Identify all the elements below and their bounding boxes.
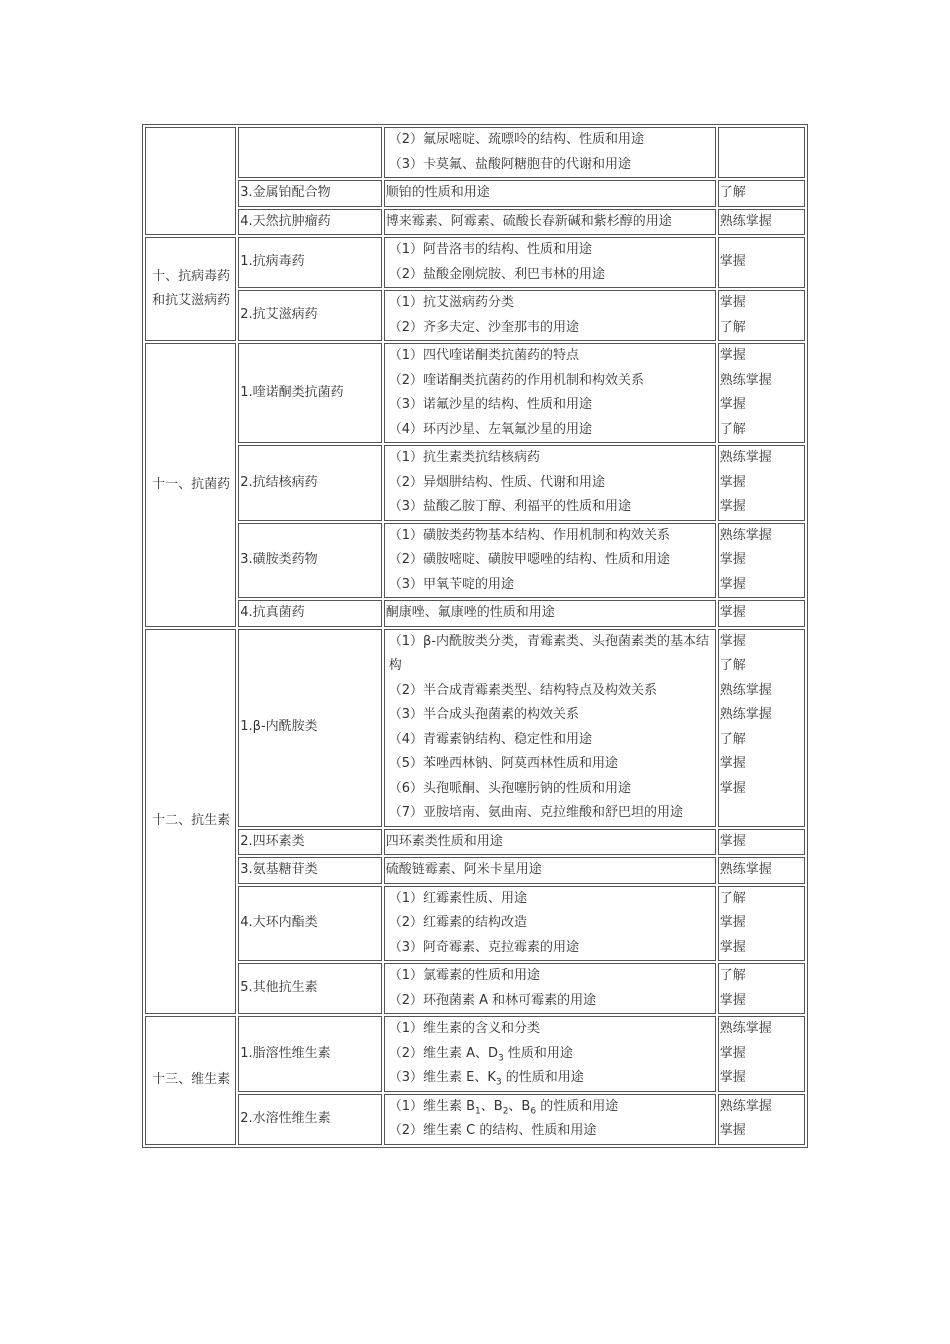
level-text: 掌握	[719, 474, 746, 490]
level-text: 熟练掌握	[719, 1098, 772, 1114]
level-cell	[718, 1094, 805, 1145]
points-cell	[384, 445, 716, 521]
level-text: 掌握	[719, 756, 746, 771]
points-cell	[384, 1094, 716, 1145]
unit-cell	[238, 857, 381, 884]
unit-text: 2.四环素类	[240, 833, 305, 849]
level-text: 熟练掌握	[719, 707, 772, 722]
points-cell	[384, 1016, 716, 1092]
table-row	[145, 829, 805, 856]
points-cell	[384, 180, 716, 207]
level-text: 熟练掌握	[719, 450, 772, 465]
unit-text: 4.天然抗肿瘤药	[240, 213, 331, 229]
point-text: （1）氯霉素的性质和用途	[388, 968, 540, 983]
level-cell	[718, 290, 805, 341]
unit-text: 4.抗真菌药	[240, 605, 305, 620]
table-row	[145, 180, 805, 207]
category-text: 十一、抗菌药	[152, 476, 231, 492]
level-cell	[718, 886, 805, 962]
point-text: （2）环孢菌素 A 和林可霉素的用途	[388, 992, 597, 1008]
points-cell	[384, 290, 716, 341]
table-row	[145, 523, 805, 599]
level-cell	[718, 857, 805, 884]
point-text: （3）维生素 E、$K_3$ 的性质和用途	[388, 1070, 584, 1088]
level-text: 掌握	[719, 397, 746, 412]
point-text: （2）喹诺酮类抗菌药的作用机制和构效关系	[388, 372, 644, 388]
unit-cell	[238, 523, 381, 599]
points-cell	[384, 600, 716, 627]
level-cell	[718, 180, 805, 207]
point-text: （3）盐酸乙胺丁醇、利福平的性质和用途	[388, 499, 631, 514]
unit-cell	[238, 600, 381, 627]
level-text: 了解	[719, 658, 746, 673]
level-text: 熟练掌握	[719, 1021, 772, 1036]
unit-text: 2.水溶性维生素	[240, 1110, 331, 1126]
level-cell	[718, 829, 805, 856]
point-text: （1）维生素 $B_1$、$B_2$、$B_6$ 的性质和用途	[388, 1098, 619, 1117]
unit-cell	[238, 1016, 381, 1092]
level-text: 掌握	[719, 939, 746, 955]
points-cell	[384, 127, 716, 178]
point-text: （2）维生素 C 的结构、性质和用途	[388, 1123, 597, 1138]
level-text: 掌握	[719, 1070, 746, 1085]
level-text: 熟练掌握	[719, 682, 772, 698]
category-cell	[145, 237, 236, 341]
point-text: 博来霉素、阿霉素、硫酸长春新碱和紫杉醇的用途	[385, 213, 672, 229]
point-text: （7）亚胺培南、氨曲南、克拉维酸和舒巴坦的用途	[388, 805, 683, 820]
table-row	[145, 1094, 805, 1145]
level-text: 了解	[719, 731, 746, 747]
point-text: （1）四代喹诺酮类抗菌药的特点	[388, 348, 579, 363]
point-text: （1）阿昔洛韦的结构、性质和用途	[388, 242, 592, 257]
table-row	[145, 600, 805, 627]
level-cell	[718, 963, 805, 1014]
level-cell	[718, 1016, 805, 1092]
level-text: 了解	[719, 968, 746, 983]
level-text: 了解	[719, 890, 746, 906]
unit-cell	[238, 1094, 381, 1145]
level-text: 掌握	[719, 499, 746, 514]
point-text: （2）维生素 A、$D_3$ 性质和用途	[388, 1045, 573, 1064]
level-text: 掌握	[719, 915, 746, 930]
point-text: 顺铂的性质和用途	[385, 185, 490, 200]
level-text: 掌握	[719, 633, 746, 649]
syllabus-table	[142, 124, 808, 1148]
unit-text: 4.大环内酯类	[240, 915, 318, 930]
level-cell	[718, 237, 805, 288]
unit-cell	[238, 343, 381, 443]
point-text: （1）抗生素类抗结核病药	[388, 450, 540, 465]
level-text: 熟练掌握	[719, 527, 772, 543]
level-text: 了解	[719, 185, 746, 200]
point-text: 酮康唑、氟康唑的性质和用途	[385, 605, 555, 620]
level-text: 熟练掌握	[719, 372, 772, 388]
table-row	[145, 886, 805, 962]
level-text: 熟练掌握	[719, 862, 772, 877]
points-cell	[384, 829, 716, 856]
unit-cell	[238, 290, 381, 341]
points-cell	[384, 237, 716, 288]
level-text: 掌握	[719, 295, 746, 310]
unit-cell	[238, 629, 381, 827]
category-cell	[145, 343, 236, 627]
point-text: （5）苯唑西林钠、阿莫西林性质和用途	[388, 756, 618, 771]
table-row	[145, 445, 805, 521]
level-cell	[718, 343, 805, 443]
point-text: （3）卡莫氟、盐酸阿糖胞苷的代谢和用途	[388, 156, 631, 172]
points-cell	[384, 886, 716, 962]
points-cell	[384, 963, 716, 1014]
table-row	[145, 237, 805, 288]
unit-text: 1.β-内酰胺类	[240, 719, 318, 735]
point-text: （1）β-内酰胺类分类，青霉素类、头孢菌素类的基本结构	[388, 633, 709, 673]
unit-text: 1.喹诺酮类抗菌药	[240, 384, 344, 400]
point-text: （1）抗艾滋病药分类	[388, 295, 514, 310]
unit-text: 3.金属铂配合物	[240, 185, 331, 200]
points-cell	[384, 523, 716, 599]
level-text: 掌握	[719, 1045, 746, 1061]
unit-text: 2.抗艾滋病药	[240, 307, 318, 323]
point-text: （4）环丙沙星、左氧氟沙星的用途	[388, 421, 592, 437]
level-text: 了解	[719, 319, 746, 335]
unit-text: 1.抗病毒药	[240, 254, 305, 270]
point-text: 硫酸链霉素、阿米卡星用途	[385, 862, 542, 877]
level-text: 掌握	[719, 348, 746, 363]
table-row	[145, 290, 805, 341]
unit-text: 3.磺胺类药物	[240, 552, 318, 567]
table-row	[145, 1016, 805, 1092]
unit-cell	[238, 127, 381, 178]
unit-cell	[238, 963, 381, 1014]
points-cell	[384, 857, 716, 884]
unit-text: 1.脂溶性维生素	[240, 1045, 331, 1061]
points-cell	[384, 629, 716, 827]
point-text: 四环素类性质和用途	[385, 833, 503, 849]
level-cell	[718, 209, 805, 236]
level-text: 掌握	[719, 605, 746, 620]
point-text: （2）氟尿嘧啶、巯嘌呤的结构、性质和用途	[388, 132, 644, 147]
point-text: （3）诺氟沙星的结构、性质和用途	[388, 397, 592, 412]
level-text: 了解	[719, 421, 746, 437]
point-text: （3）半合成头孢菌素的构效关系	[388, 707, 579, 722]
level-cell	[718, 600, 805, 627]
unit-cell	[238, 886, 381, 962]
point-text: （2）磺胺嘧啶、磺胺甲噁唑的结构、性质和用途	[388, 552, 670, 567]
point-text: （1）磺胺类药物基本结构、作用机制和构效关系	[388, 527, 670, 543]
points-cell	[384, 343, 716, 443]
level-text: 掌握	[719, 833, 746, 849]
point-text: （2）盐酸金刚烷胺、利巴韦林的用途	[388, 266, 605, 282]
point-text: （2）半合成青霉素类型、结构特点及构效关系	[388, 682, 657, 698]
unit-cell	[238, 445, 381, 521]
level-cell	[718, 127, 805, 178]
unit-text: 2.抗结核病药	[240, 474, 318, 490]
level-cell	[718, 445, 805, 521]
point-text: （4）青霉素钠结构、稳定性和用途	[388, 731, 592, 747]
category-text: 十、抗病毒药和抗艾滋病药	[152, 268, 231, 308]
level-text: 掌握	[719, 1123, 746, 1138]
level-cell	[718, 523, 805, 599]
unit-cell	[238, 829, 381, 856]
table-row	[145, 963, 805, 1014]
unit-cell	[238, 237, 381, 288]
level-text: 掌握	[719, 992, 746, 1008]
point-text: （3）阿奇霉素、克拉霉素的用途	[388, 939, 579, 955]
level-text: 掌握	[719, 780, 746, 796]
point-text: （1）红霉素性质、用途	[388, 890, 527, 906]
table-row	[145, 629, 805, 827]
point-text: （6）头孢哌酮、头孢噻肟钠的性质和用途	[388, 780, 631, 796]
unit-text: 3.氨基糖苷类	[240, 862, 318, 877]
level-text: 掌握	[719, 576, 746, 592]
table-row	[145, 857, 805, 884]
table-row	[145, 209, 805, 236]
level-text: 掌握	[719, 254, 746, 270]
points-cell	[384, 209, 716, 236]
point-text: （3）甲氧苄啶的用途	[388, 576, 514, 592]
level-text: 掌握	[719, 552, 746, 567]
table-row	[145, 343, 805, 443]
point-text: （1）维生素的含义和分类	[388, 1021, 540, 1036]
point-text: （2）异烟肼结构、性质、代谢和用途	[388, 474, 605, 490]
level-cell	[718, 629, 805, 827]
unit-cell	[238, 180, 381, 207]
category-cell	[145, 629, 236, 1015]
unit-cell	[238, 209, 381, 236]
point-text: （2）齐多夫定、沙奎那韦的用途	[388, 319, 579, 335]
point-text: （2）红霉素的结构改造	[388, 915, 527, 930]
level-text: 熟练掌握	[719, 213, 772, 229]
table-row	[145, 127, 805, 178]
category-cell	[145, 127, 236, 235]
category-text: 十二、抗生素	[152, 813, 231, 828]
unit-text: 5.其他抗生素	[240, 980, 318, 996]
category-text: 十三、维生素	[152, 1072, 231, 1087]
category-cell	[145, 1016, 236, 1145]
